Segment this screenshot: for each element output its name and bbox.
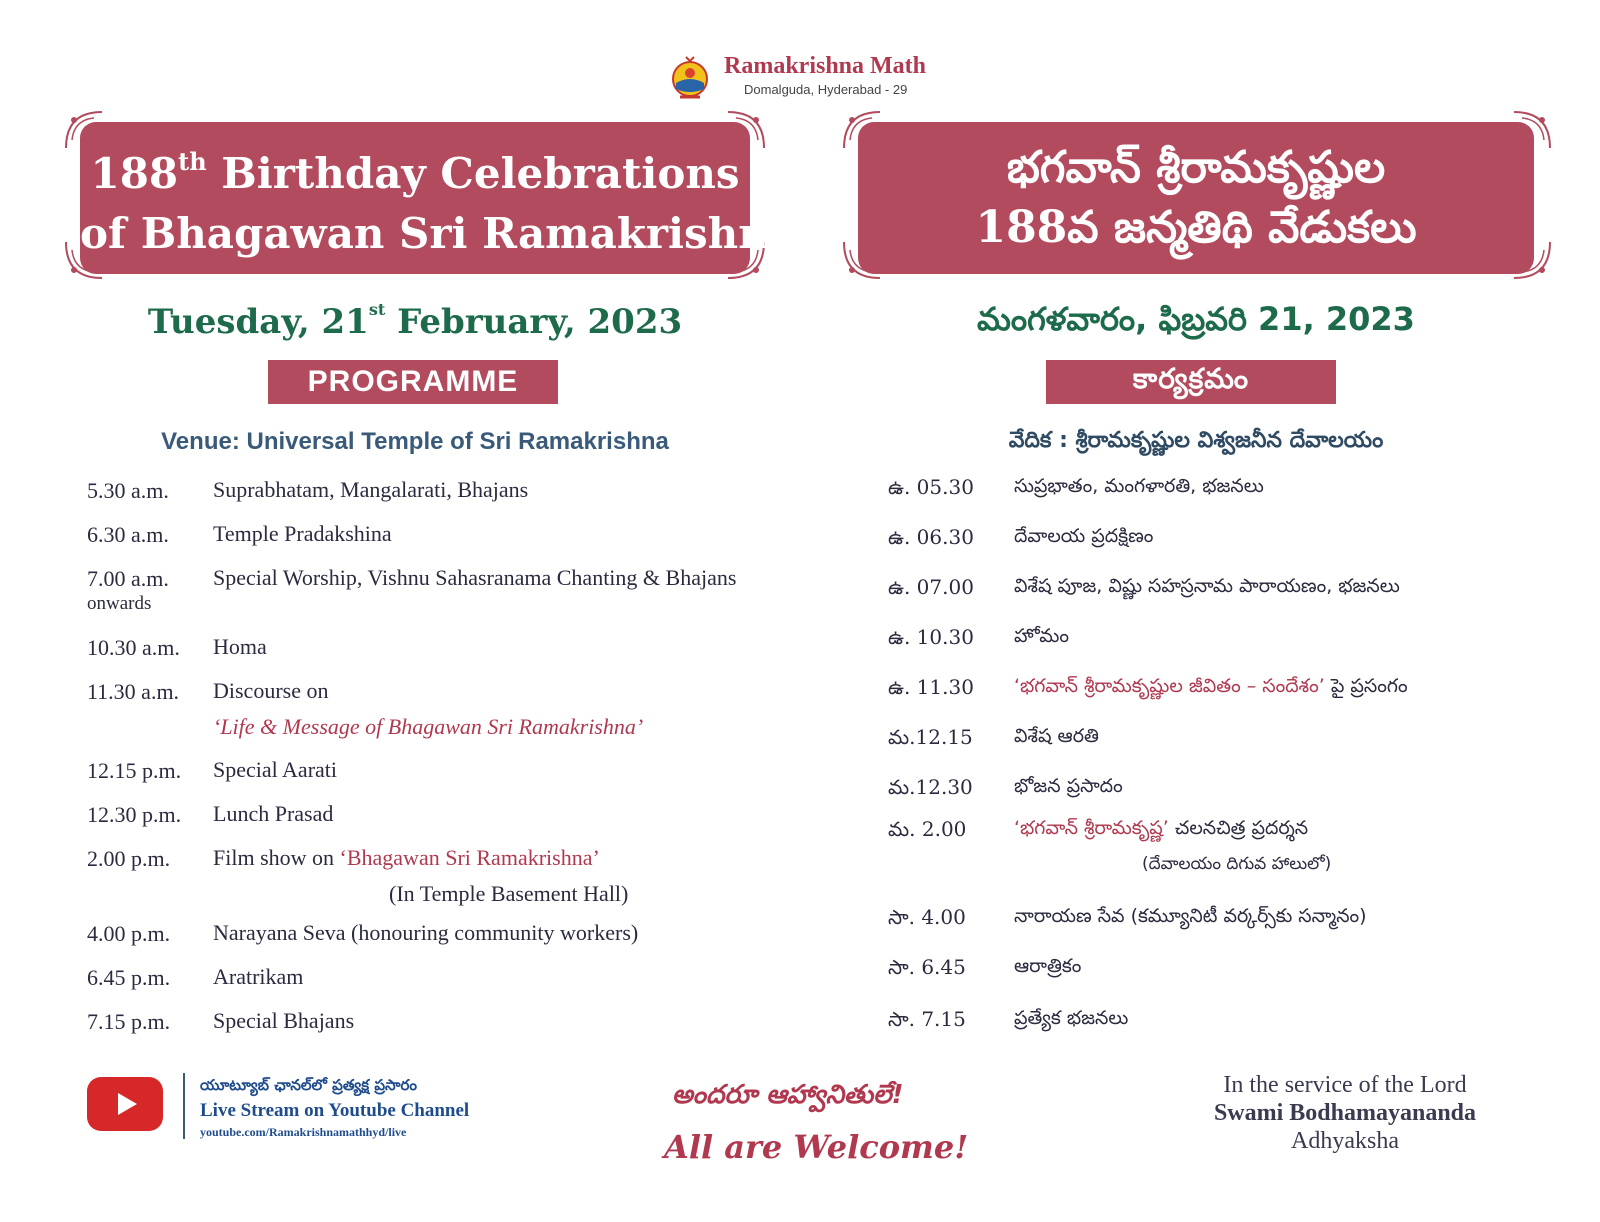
schedule-event: Aratrikam [213,964,304,989]
telugu-date: మంగళవారం, ఫిబ్రవరి 21, 2023 [977,300,1415,338]
schedule-event: Discourse on ‘Life & Message of Bhagawan Sri Ramakrishna’ [213,673,753,745]
english-date: Tuesday, 21st February, 2023 [147,300,683,342]
telugu-title-line2: 188వ జన్మతిథి వేడుకలు [975,202,1417,253]
live-stream-label: Live Stream on Youtube Channel [200,1100,470,1121]
ramakrishna-math-emblem-icon [666,53,714,101]
schedule-time: 12.15 p.m. [87,758,182,783]
english-title-line2: of Bhagawan Sri Ramakrishna [80,209,796,258]
welcome-telugu: అందరూ ఆహ్వానితులే! [672,1080,904,1110]
schedule-time: మ.12.30 [888,775,973,799]
film-venue: (దేవాలయం దిగువ హాలులో) [1142,854,1332,874]
signature-title: Adhyaksha [1291,1128,1399,1154]
header [0,50,1600,100]
discourse-title: ‘భగవాన్ శ్రీరామకృష్ణుల జీవితం – సందేశం’ [1014,675,1325,697]
programme-label: PROGRAMME [268,360,558,404]
schedule-event: హోమం [1014,625,1070,647]
schedule-event: Suprabhatam, Mangalarati, Bhajans [213,477,529,502]
schedule-time: 6.45 p.m. [87,965,171,990]
schedule-event: Special Worship, Vishnu Sahasranama Chanting & Bhajans [213,565,737,590]
schedule-time: సా. 7.15 [888,1007,966,1031]
schedule-time: 5.30 a.m. [87,478,169,503]
schedule-time: 4.00 p.m. [87,921,171,946]
play-icon [118,1093,137,1115]
english-venue: Venue: Universal Temple of Sri Ramakrishna [161,428,669,455]
film-title: ‘Bhagawan Sri Ramakrishna’ [339,845,600,870]
org-address: Domalguda, Hyderabad - 29 [744,82,908,97]
live-stream-telugu: యూట్యూబ్ ఛానల్‌లో ప్రత్యక్ష ప్రసారం [200,1076,417,1094]
youtube-url-link[interactable]: youtube.com/Ramakrishnamathhyd/live [200,1125,407,1139]
welcome-english: All are Welcome! [664,1128,969,1166]
schedule-time: ఉ. 10.30 [888,625,974,649]
schedule-event: ‘భగవాన్ శ్రీరామకృష్ణ’ చలనచిత్ర ప్రదర్శన (దేవాలయం దిగువ హాలులో) [1014,817,1574,878]
schedule-event: Special Bhajans [213,1008,355,1033]
schedule-event: Lunch Prasad [213,801,334,826]
schedule-event: Narayana Seva (honouring community workers) [213,920,639,945]
signature-name: Swami Bodhamayananda [1213,1100,1477,1126]
telugu-title-line1: భగవాన్ శ్రీరామకృష్ణుల [1006,142,1386,193]
schedule-time: ఉ. 11.30 [888,675,974,699]
schedule-event: ‘భగవాన్ శ్రీరామకృష్ణుల జీవితం – సందేశం’ పై ప్రసంగం [1014,675,1408,697]
schedule-event: భోజన ప్రసాదం [1014,775,1123,797]
schedule-time: 6.30 a.m. [87,522,169,547]
telugu-venue: వేదిక : శ్రీరామకృష్ణుల విశ్వజనీన దేవాలయం [1008,428,1384,453]
schedule-time: 7.00 a.m. onwards [87,566,169,614]
divider [183,1073,185,1139]
schedule-time: 7.15 p.m. [87,1009,171,1034]
english-title-banner [80,122,796,274]
english-title-line1: 188th Birthday Celebrations [90,147,740,198]
schedule-event: విశేష ఆరతి [1014,725,1099,747]
schedule-event: నారాయణ సేవ (కమ్యూనిటీ వర్కర్స్‌కు సన్మానం) [1014,905,1367,927]
telugu-title-banner [858,122,1534,274]
schedule-time: సా. 4.00 [888,905,966,929]
youtube-icon[interactable] [87,1077,163,1131]
schedule-time: మ. 2.00 [888,817,967,841]
schedule-event: Homa [213,634,267,659]
schedule-event: ప్రత్యేక భజనలు [1014,1007,1129,1029]
film-title: ‘భగవాన్ శ్రీరామకృష్ణ’ [1014,817,1169,839]
schedule-time: 12.30 p.m. [87,802,182,827]
schedule-time: 2.00 p.m. [87,846,171,871]
schedule-event: Film show on ‘Bhagawan Sri Ramakrishna’ (In Temple Basement Hall) [213,840,753,912]
schedule-event: దేవాలయ ప్రదక్షిణం [1014,525,1154,547]
schedule-event: Special Aarati [213,757,338,782]
signature-line1: In the service of the Lord [1223,1072,1467,1098]
schedule-time: మ.12.15 [888,725,973,749]
schedule-time: ఉ. 07.00 [888,575,974,599]
org-name: Ramakrishna Math [724,53,927,79]
schedule-time: సా. 6.45 [888,955,966,979]
schedule-event: Temple Pradakshina [213,521,392,546]
schedule-time: ఉ. 06.30 [888,525,974,549]
schedule-time: 11.30 a.m. [87,679,180,704]
schedule-event: విశేష పూజ, విష్ణు సహస్రనామ పారాయణం, భజనలు [1014,575,1400,597]
schedule-event: సుప్రభాతం, మంగళారతి, భజనలు [1014,475,1264,497]
schedule-time: 10.30 a.m. [87,635,180,660]
film-venue: (In Temple Basement Hall) [389,881,629,906]
telugu-programme-label: కార్యక్రమం [1046,360,1336,404]
schedule-event: ఆరాత్రికం [1014,955,1082,977]
schedule-time: ఉ. 05.30 [888,475,974,499]
discourse-title: ‘Life & Message of Bhagawan Sri Ramakrishna’ [213,714,644,739]
